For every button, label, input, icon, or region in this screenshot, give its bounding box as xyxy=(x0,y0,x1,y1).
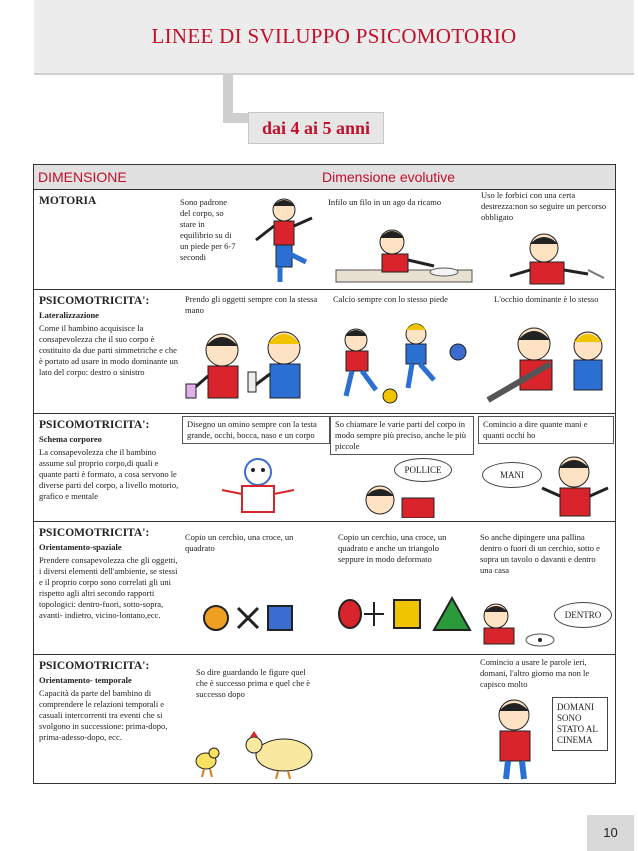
row-subtitle: Lateralizzazione xyxy=(39,310,99,320)
child-painting-drawing xyxy=(474,600,556,650)
children-holding-objects-drawing xyxy=(182,324,324,410)
row-title: MOTORIA xyxy=(39,195,97,207)
cell-text: Copio un cerchio, una croce, un quadrato e anche un triangolo seppure in modo deformato xyxy=(338,532,464,565)
development-table xyxy=(33,164,616,784)
cell-text: L'occhio dominante è lo stesso xyxy=(494,294,612,305)
row-title: PSICOMOTRICITA': xyxy=(39,295,150,307)
row-description: Come il bambino acquisisce la consapevolezza che il suo corpo è costituito da due parti simmetriche e che è portato ad usare in modo dominante un lato del corpo: destro o sinistro xyxy=(39,323,179,377)
row-title: PSICOMOTRICITA': xyxy=(39,660,150,672)
row-label xyxy=(39,526,179,621)
row-subtitle: Orientamento-spaziale xyxy=(39,542,122,552)
child-threading-needle-drawing xyxy=(334,220,474,286)
cell-text: So anche dipingere una pallina dentro o fuori di un cerchio, sotto e sopra un tavolo o davanti e dentro una casa xyxy=(480,532,606,576)
table-row xyxy=(34,522,615,655)
cell-text: So dire guardando le figure quel che è successo prima e quel che è successo dopo xyxy=(196,667,318,700)
cell-text: Copio un cerchio, una croce, un quadrato xyxy=(185,532,325,554)
speech-bubble: DOMANI SONO STATO AL CINEMA xyxy=(552,697,608,751)
row-description: Capacità da parte del bambino di comprendere le relazioni temporali e casuali intercorrenti tra eventi che si svolgono in successione: prima-dopo, prima-adesso-dopo, ecc. xyxy=(39,688,168,742)
cell-text: Comincio a usare le parole ieri, domani, l'altro giorno ma non le capisco molto xyxy=(480,657,608,690)
cell-text: Calcio sempre con lo stesso piede xyxy=(333,294,483,305)
shapes-with-triangle-drawing xyxy=(334,594,474,634)
child-pointing-drawing xyxy=(346,482,456,518)
cell-text: Infilo un filo in un ago da ricamo xyxy=(328,197,478,208)
cell-text: Prendo gli oggetti sempre con la stessa mano xyxy=(185,294,325,316)
row-title: PSICOMOTRICITA': xyxy=(39,419,150,431)
table-row xyxy=(34,414,615,522)
row-label xyxy=(39,418,179,502)
children-telescope-drawing xyxy=(480,316,612,412)
cell-text: So chiamare le varie parti del corpo in modo sempre più preciso, anche le più piccole xyxy=(330,416,474,455)
row-label xyxy=(39,194,179,209)
cell-text: Sono padrone del corpo, so stare in equilibrio su di un piede per 6-7 secondi xyxy=(180,197,238,263)
child-cutting-drawing xyxy=(492,230,610,286)
children-kicking-ball-drawing xyxy=(330,316,476,410)
row-title: PSICOMOTRICITA': xyxy=(39,527,150,539)
table-row xyxy=(34,655,615,783)
row-description: La consapevolezza che il bambino assume sul proprio corpo,di quali e quante parti è formato, a cosa servono le diverse parti del corpo, a livello motorio, grafico e mentale xyxy=(39,447,179,501)
row-label xyxy=(39,659,179,743)
column-header-evolutive: Dimensione evolutive xyxy=(322,169,456,185)
row-subtitle: Schema corporeo xyxy=(39,434,102,444)
column-header-dimension: DIMENSIONE xyxy=(38,169,127,185)
age-range-label: dai 4 ai 5 anni xyxy=(248,112,384,144)
cell-text: Comincio a dire quante mani e quanti occhi ho xyxy=(478,416,614,444)
row-label xyxy=(39,294,179,378)
speech-bubble: POLLICE xyxy=(394,458,452,482)
child-talking-drawing xyxy=(480,695,552,781)
table-row xyxy=(34,190,615,290)
cell-text: Uso le forbici con una certa destrezza:non so seguire un percorso obbligato xyxy=(481,190,607,222)
child-showing-hands-drawing xyxy=(538,450,612,520)
speech-bubble: DENTRO xyxy=(554,602,612,628)
row-description: Prendere consapevolezza che gli oggetti, i diversi elementi dell'ambiente, se stessi e il proprio corpo sono correlati gli uni rispetto agli altri secondo rapporti topologici: dentro-fuori, sotto-sopra, avanti- indietro, vicino-lontano,ecc. xyxy=(39,555,178,620)
row-subtitle: Orientamento- temporale xyxy=(39,675,132,685)
speech-bubble: MANI xyxy=(482,462,542,488)
page-title: LINEE DI SVILUPPO PSICOMOTORIO xyxy=(151,24,517,48)
cell-text: Disegno un omino sempre con la testa grande, occhi, bocca, naso e un corpo xyxy=(182,416,330,444)
stick-figure-drawing xyxy=(214,456,304,518)
child-balancing-drawing xyxy=(246,192,320,287)
chick-and-hen-drawing xyxy=(184,727,334,779)
shapes-circle-cross-square-drawing xyxy=(200,602,300,634)
page-number: 10 xyxy=(587,815,634,851)
table-row xyxy=(34,290,615,414)
